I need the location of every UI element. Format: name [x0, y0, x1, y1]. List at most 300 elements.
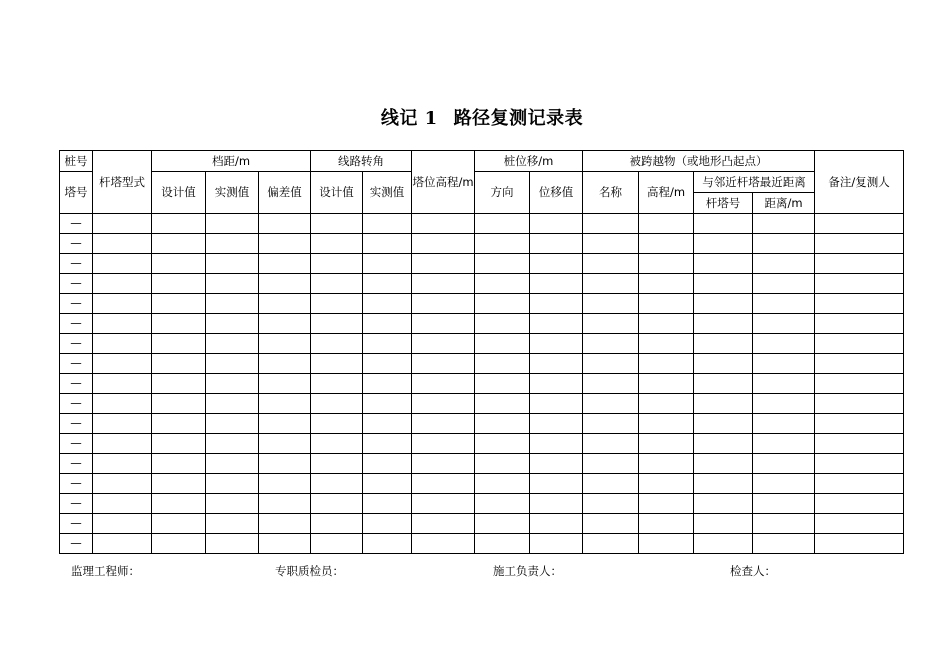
- header-span-measured: 实测值: [206, 172, 259, 214]
- table-cell: [363, 534, 412, 554]
- table-cell: [311, 274, 363, 294]
- table-cell: [530, 294, 583, 314]
- table-row: [60, 534, 904, 554]
- table-cell: [259, 314, 311, 334]
- row-tower-no-cell: —: [60, 214, 93, 234]
- table-cell: [412, 214, 475, 234]
- table-cell: [475, 294, 530, 314]
- table-cell: [583, 394, 639, 414]
- table-cell: [412, 334, 475, 354]
- table-cell: [93, 394, 152, 414]
- table-cell: [412, 354, 475, 374]
- table-cell: [311, 434, 363, 454]
- table-cell: [152, 334, 206, 354]
- row-tower-no-cell: —: [60, 354, 93, 374]
- table-cell: [206, 254, 259, 274]
- table-cell: [694, 234, 753, 254]
- header-pile-shift: 桩位移/m: [475, 151, 583, 172]
- table-cell: [530, 214, 583, 234]
- table-cell: [363, 234, 412, 254]
- table-row: [60, 454, 904, 474]
- table-cell: [639, 214, 694, 234]
- table-cell: [583, 254, 639, 274]
- table-cell: [259, 214, 311, 234]
- table-cell: [815, 534, 904, 554]
- table-cell: [475, 334, 530, 354]
- table-cell: [363, 374, 412, 394]
- table-cell: [363, 354, 412, 374]
- table-cell: [93, 234, 152, 254]
- table-cell: [694, 314, 753, 334]
- table-cell: [311, 414, 363, 434]
- header-pile-no: 桩号: [60, 151, 93, 172]
- table-cell: [694, 214, 753, 234]
- table-cell: [206, 454, 259, 474]
- table-cell: [152, 254, 206, 274]
- row-tower-no-cell: —: [60, 294, 93, 314]
- table-cell: [815, 514, 904, 534]
- header-span-deviation: 偏差值: [259, 172, 311, 214]
- table-cell: [93, 474, 152, 494]
- table-cell: [152, 394, 206, 414]
- table-row: [60, 354, 904, 374]
- table-row: [60, 394, 904, 414]
- table-cell: [583, 234, 639, 254]
- table-cell: [412, 494, 475, 514]
- table-cell: [639, 534, 694, 554]
- table-cell: [583, 214, 639, 234]
- table-cell: [583, 314, 639, 334]
- table-cell: [753, 294, 815, 314]
- table-cell: [753, 214, 815, 234]
- table-cell: [815, 234, 904, 254]
- table-cell: [412, 254, 475, 274]
- table-cell: [530, 274, 583, 294]
- table-cell: [639, 274, 694, 294]
- table-cell: [475, 454, 530, 474]
- table-cell: [583, 534, 639, 554]
- table-cell: [530, 314, 583, 334]
- table-cell: [206, 334, 259, 354]
- table-cell: [363, 274, 412, 294]
- header-tower-elevation: 塔位高程/m: [412, 151, 475, 214]
- table-cell: [152, 314, 206, 334]
- table-cell: [694, 254, 753, 274]
- table-cell: [259, 374, 311, 394]
- table-cell: [412, 514, 475, 534]
- table-cell: [639, 334, 694, 354]
- row-tower-no-cell: —: [60, 514, 93, 534]
- table-cell: [206, 294, 259, 314]
- table-cell: [259, 274, 311, 294]
- table-cell: [93, 374, 152, 394]
- table-cell: [475, 474, 530, 494]
- table-cell: [363, 334, 412, 354]
- table-cell: [152, 534, 206, 554]
- header-span-design: 设计值: [152, 172, 206, 214]
- table-cell: [259, 254, 311, 274]
- table-cell: [583, 334, 639, 354]
- table-cell: [815, 334, 904, 354]
- header-angle-design: 设计值: [311, 172, 363, 214]
- table-cell: [815, 354, 904, 374]
- table-cell: [259, 454, 311, 474]
- table-cell: [583, 354, 639, 374]
- table-row: [60, 334, 904, 354]
- header-object-name: 名称: [583, 172, 639, 214]
- table-cell: [475, 234, 530, 254]
- table-cell: [815, 434, 904, 454]
- table-cell: [753, 434, 815, 454]
- page-title: [0, 104, 950, 130]
- table-row: [60, 414, 904, 434]
- row-tower-no-cell: —: [60, 454, 93, 474]
- table-cell: [206, 354, 259, 374]
- table-cell: [694, 274, 753, 294]
- table-cell: [475, 214, 530, 234]
- table-cell: [363, 494, 412, 514]
- table-cell: [259, 394, 311, 414]
- header-crossed-object: 被跨越物（或地形凸起点）: [583, 151, 815, 172]
- table-cell: [753, 454, 815, 474]
- table-cell: [259, 234, 311, 254]
- table-cell: [530, 474, 583, 494]
- table-cell: [259, 494, 311, 514]
- table-cell: [93, 314, 152, 334]
- table-cell: [753, 234, 815, 254]
- table-cell: [259, 474, 311, 494]
- table-cell: [639, 434, 694, 454]
- table-cell: [815, 414, 904, 434]
- table-row: [60, 434, 904, 454]
- table-cell: [694, 394, 753, 414]
- table-cell: [753, 274, 815, 294]
- table-cell: [753, 394, 815, 414]
- table-cell: [152, 374, 206, 394]
- table-cell: [583, 474, 639, 494]
- table-cell: [311, 334, 363, 354]
- header-row-2: [60, 172, 904, 193]
- table-cell: [93, 274, 152, 294]
- table-cell: [206, 414, 259, 434]
- table-cell: [530, 334, 583, 354]
- table-cell: [206, 514, 259, 534]
- table-row: [60, 214, 904, 234]
- table-cell: [639, 234, 694, 254]
- row-tower-no-cell: —: [60, 234, 93, 254]
- table-cell: [93, 414, 152, 434]
- table-cell: [753, 374, 815, 394]
- table-cell: [694, 334, 753, 354]
- table-cell: [363, 434, 412, 454]
- table-cell: [753, 334, 815, 354]
- row-tower-no-cell: —: [60, 374, 93, 394]
- table-cell: [694, 514, 753, 534]
- table-cell: [530, 394, 583, 414]
- table-cell: [311, 494, 363, 514]
- table-cell: [412, 474, 475, 494]
- table-cell: [206, 394, 259, 414]
- table-cell: [583, 494, 639, 514]
- header-nearest-tower-no: 杆塔号: [694, 193, 753, 214]
- table-cell: [639, 374, 694, 394]
- table-cell: [311, 234, 363, 254]
- table-cell: [639, 414, 694, 434]
- table-cell: [412, 454, 475, 474]
- table-cell: [363, 214, 412, 234]
- table-cell: [363, 314, 412, 334]
- table-cell: [639, 314, 694, 334]
- table-cell: [412, 314, 475, 334]
- table-cell: [152, 354, 206, 374]
- table-cell: [639, 514, 694, 534]
- table-cell: [206, 374, 259, 394]
- table-cell: [475, 514, 530, 534]
- table-cell: [311, 514, 363, 534]
- table-cell: [753, 314, 815, 334]
- table-cell: [815, 274, 904, 294]
- table-cell: [530, 414, 583, 434]
- table-cell: [93, 514, 152, 534]
- header-remarks: 备注/复测人: [815, 151, 904, 214]
- table-cell: [530, 454, 583, 474]
- table-cell: [639, 454, 694, 474]
- table-cell: [206, 234, 259, 254]
- table-cell: [694, 494, 753, 514]
- table-cell: [206, 474, 259, 494]
- table-row: [60, 234, 904, 254]
- table-cell: [93, 534, 152, 554]
- table-cell: [412, 274, 475, 294]
- row-tower-no-cell: —: [60, 314, 93, 334]
- row-tower-no-cell: —: [60, 414, 93, 434]
- table-cell: [753, 494, 815, 514]
- table-cell: [311, 214, 363, 234]
- table-cell: [583, 514, 639, 534]
- table-cell: [206, 274, 259, 294]
- table-cell: [152, 214, 206, 234]
- table-cell: [259, 434, 311, 454]
- table-cell: [412, 234, 475, 254]
- table-cell: [93, 354, 152, 374]
- table-cell: [530, 434, 583, 454]
- table-cell: [412, 434, 475, 454]
- table-cell: [753, 414, 815, 434]
- table-row: [60, 494, 904, 514]
- table-cell: [815, 314, 904, 334]
- table-cell: [694, 374, 753, 394]
- table-cell: [583, 294, 639, 314]
- table-cell: [152, 414, 206, 434]
- table-cell: [152, 294, 206, 314]
- header-line-angle: 线路转角: [311, 151, 412, 172]
- table-cell: [753, 534, 815, 554]
- title-part1: 线记 1: [380, 108, 438, 129]
- table-cell: [152, 494, 206, 514]
- table-cell: [583, 454, 639, 474]
- table-cell: [363, 394, 412, 414]
- table-cell: [694, 354, 753, 374]
- table-cell: [152, 514, 206, 534]
- table-cell: [206, 314, 259, 334]
- table-cell: [694, 534, 753, 554]
- table-cell: [93, 294, 152, 314]
- table-cell: [583, 434, 639, 454]
- table-cell: [815, 374, 904, 394]
- table-row: [60, 274, 904, 294]
- table-cell: [412, 534, 475, 554]
- table-cell: [363, 414, 412, 434]
- table-cell: [583, 274, 639, 294]
- table-cell: [311, 374, 363, 394]
- table-cell: [753, 514, 815, 534]
- header-shift-direction: 方向: [475, 172, 530, 214]
- header-nearest-distance-m: 距离/m: [753, 193, 815, 214]
- table-cell: [152, 474, 206, 494]
- table-cell: [694, 474, 753, 494]
- header-row-1: [60, 151, 904, 172]
- table-cell: [530, 494, 583, 514]
- table-cell: [259, 414, 311, 434]
- table-cell: [530, 234, 583, 254]
- table-cell: [363, 454, 412, 474]
- table-cell: [412, 374, 475, 394]
- table-cell: [259, 334, 311, 354]
- table-cell: [412, 414, 475, 434]
- row-tower-no-cell: —: [60, 394, 93, 414]
- header-span: 档距/m: [152, 151, 311, 172]
- table-cell: [530, 514, 583, 534]
- table-cell: [475, 354, 530, 374]
- table-cell: [93, 434, 152, 454]
- table-cell: [475, 394, 530, 414]
- table-cell: [815, 474, 904, 494]
- table-cell: [530, 254, 583, 274]
- table-cell: [475, 254, 530, 274]
- table-cell: [259, 294, 311, 314]
- table-cell: [639, 354, 694, 374]
- table-cell: [530, 374, 583, 394]
- table-cell: [363, 474, 412, 494]
- header-angle-measured: 实测值: [363, 172, 412, 214]
- table-cell: [475, 494, 530, 514]
- footer-quality-inspector: 专职质检员：: [275, 564, 344, 578]
- table-cell: [475, 274, 530, 294]
- table-cell: [815, 454, 904, 474]
- header-nearest-distance: 与邻近杆塔最近距离: [694, 172, 815, 193]
- footer-supervisor: 监理工程师：: [71, 564, 140, 578]
- table-cell: [694, 434, 753, 454]
- footer-checker: 检查人：: [730, 564, 776, 578]
- table-cell: [259, 514, 311, 534]
- table-cell: [815, 394, 904, 414]
- table-cell: [93, 254, 152, 274]
- header-object-elevation: 高程/m: [639, 172, 694, 214]
- table-cell: [475, 534, 530, 554]
- table-cell: [753, 254, 815, 274]
- table-cell: [311, 454, 363, 474]
- table-cell: [363, 514, 412, 534]
- table-cell: [206, 494, 259, 514]
- table-cell: [311, 394, 363, 414]
- table-cell: [363, 294, 412, 314]
- table-cell: [583, 374, 639, 394]
- table-cell: [475, 434, 530, 454]
- table-cell: [694, 294, 753, 314]
- table-row: [60, 514, 904, 534]
- header-tower-no: 塔号: [60, 172, 93, 214]
- table-cell: [753, 354, 815, 374]
- table-cell: [694, 454, 753, 474]
- table-cell: [93, 334, 152, 354]
- table-cell: [530, 534, 583, 554]
- table-cell: [639, 394, 694, 414]
- table-cell: [363, 254, 412, 274]
- table-cell: [639, 474, 694, 494]
- table-row: [60, 294, 904, 314]
- table-row: [60, 474, 904, 494]
- table-cell: [311, 254, 363, 274]
- table-cell: [311, 354, 363, 374]
- survey-record-table: [59, 150, 904, 554]
- table-cell: [639, 494, 694, 514]
- table-cell: [259, 354, 311, 374]
- title-part2: 路径复测记录表: [453, 108, 584, 129]
- row-tower-no-cell: —: [60, 254, 93, 274]
- table-cell: [152, 434, 206, 454]
- table-cell: [259, 534, 311, 554]
- table-cell: [152, 234, 206, 254]
- table-cell: [152, 454, 206, 474]
- table-cell: [412, 394, 475, 414]
- table-cell: [152, 274, 206, 294]
- table-cell: [583, 414, 639, 434]
- table-cell: [311, 314, 363, 334]
- table-cell: [475, 314, 530, 334]
- header-shift-value: 位移值: [530, 172, 583, 214]
- table-cell: [475, 414, 530, 434]
- row-tower-no-cell: —: [60, 494, 93, 514]
- table-cell: [694, 414, 753, 434]
- table-cell: [530, 354, 583, 374]
- row-tower-no-cell: —: [60, 474, 93, 494]
- row-tower-no-cell: —: [60, 274, 93, 294]
- footer-construction-leader: 施工负责人：: [493, 564, 562, 578]
- header-pole-type: 杆塔型式: [93, 151, 152, 214]
- row-tower-no-cell: —: [60, 334, 93, 354]
- table-cell: [311, 474, 363, 494]
- row-tower-no-cell: —: [60, 534, 93, 554]
- table-cell: [412, 294, 475, 314]
- table-cell: [206, 534, 259, 554]
- table-cell: [475, 374, 530, 394]
- table-cell: [815, 214, 904, 234]
- table-cell: [639, 254, 694, 274]
- table-row: [60, 254, 904, 274]
- table-cell: [206, 434, 259, 454]
- table-cell: [815, 494, 904, 514]
- table-cell: [311, 534, 363, 554]
- table-cell: [206, 214, 259, 234]
- table-cell: [311, 294, 363, 314]
- table-cell: [753, 474, 815, 494]
- table-cell: [815, 294, 904, 314]
- table-cell: [815, 254, 904, 274]
- table-row: [60, 374, 904, 394]
- table-cell: [93, 454, 152, 474]
- table-row: [60, 314, 904, 334]
- table-cell: [93, 494, 152, 514]
